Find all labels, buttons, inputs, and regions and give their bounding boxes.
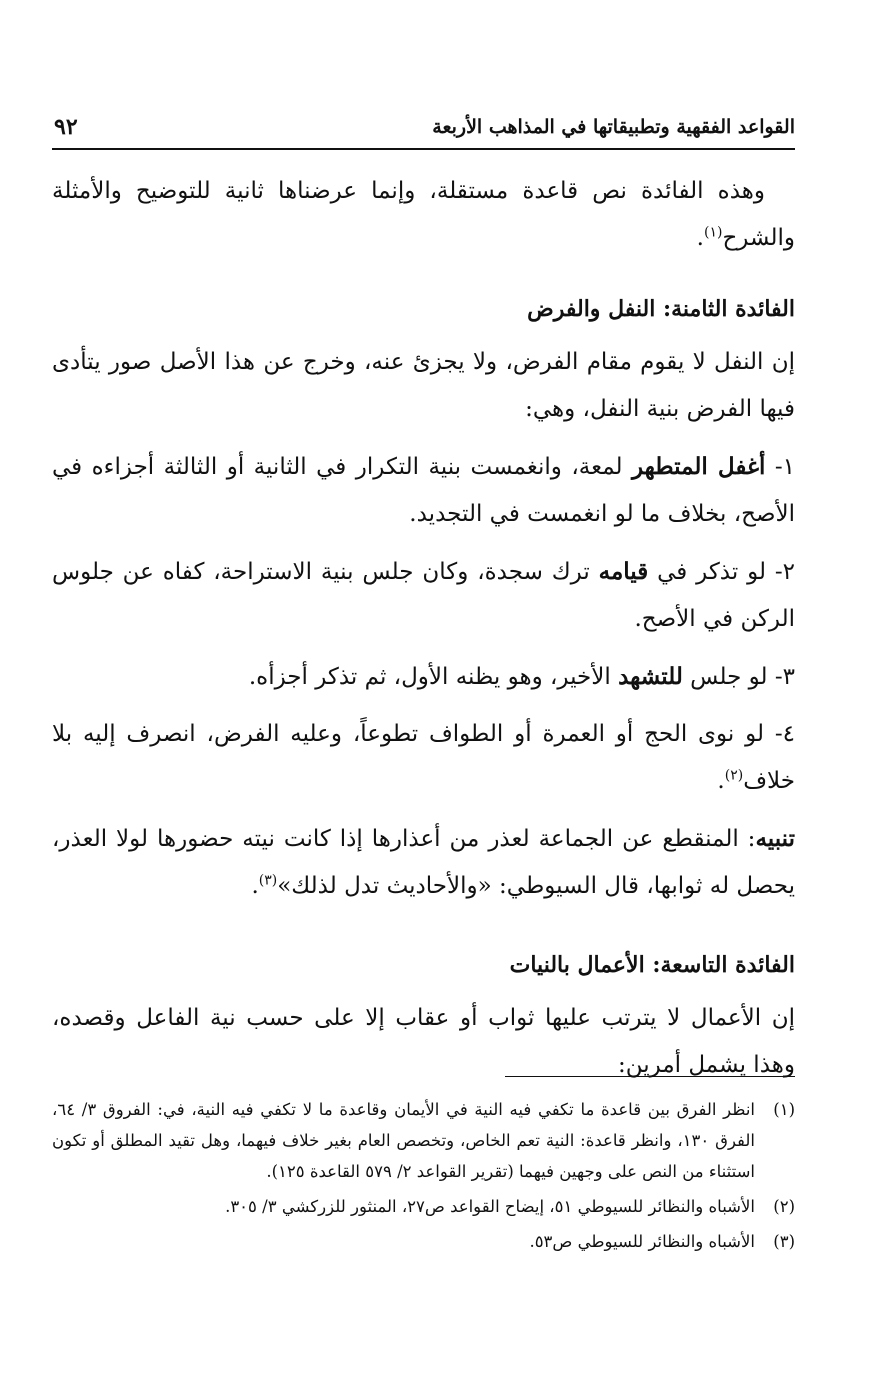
footnote-number: (٢) (773, 1197, 795, 1216)
section-heading-9: الفائدة التاسعة: الأعمال بالنيات (509, 952, 795, 978)
running-title: القواعد الفقهية وتطبيقاتها في المذاهب الأربعة (432, 116, 795, 138)
footnote-separator (505, 1076, 795, 1077)
intro-paragraph: وهذه الفائدة نص قاعدة مستقلة، وإنما عرضناها ثانية للتوضيح والأمثلة والشرح$^{(١)}$. (52, 178, 795, 251)
list-item-2: ٢- لو تذكر في قيامه ترك سجدة، وكان جلس بنية الاستراحة، كفاه عن جلوس الركن في الأصح. (52, 558, 795, 632)
list-item-4: ٤- لو نوى الحج أو العمرة أو الطواف تطوعاً، وعليه الفرض، انصرف إليه بلا خلاف$^{(٢)}$. (52, 721, 795, 794)
section-heading-8: الفائدة الثامنة: النفل والفرض (527, 296, 795, 322)
main-text (52, 168, 795, 1089)
footnotes (52, 1094, 795, 1261)
page-number: ٩٢ (54, 114, 78, 140)
section8-intro: إن النفل لا يقوم مقام الفرض، ولا يجزئ عنه، وخرج عن هذا الأصل صور يتأدى فيها الفرض بنية النفل، وهي: (52, 349, 795, 422)
footnote-number: (١) (773, 1100, 795, 1119)
note-paragraph: تنبيه: المنقطع عن الجماعة لعذر من أعذارها إذا كانت نيته حضورها لولا العذر، يحصل له ثوابها، قال السيوطي: «والأحاديث تدل لذلك»$^{(٣)}$. (52, 825, 795, 899)
footnote-ref-3[interactable]: (٣) (258, 872, 278, 889)
running-header (52, 114, 795, 150)
section9-intro: إن الأعمال لا يترتب عليها ثواب أو عقاب إلا على حسب نية الفاعل وقصده، وهذا يشمل أمرين: (52, 1005, 795, 1078)
note-label: تنبيه (755, 825, 795, 852)
footnote-1: (١) انظر الفرق بين قاعدة ما تكفي فيه النية في الأيمان وقاعدة ما لا تكفي فيه النية، في: الفروق ٣/ ٦٤، الفرق ١٣٠، وانظر قاعدة: النية تعم الخاص، وتخصص العام بغير خلاف فيهما، وهل تقيد المطلق أو تكون استثناء من النص على وجهين فيهما (تقرير القواعد ٢/ ٥٧٩ القاعدة ١٢٥). (52, 1094, 795, 1187)
footnote-ref-2[interactable]: (٢) (724, 767, 744, 784)
footnote-2: (٢) الأشباه والنظائر للسيوطي ٥١، إيضاح القواعد ص٢٧، المنثور للزركشي ٣/ ٣٠٥. (52, 1191, 795, 1222)
footnote-number: (٣) (773, 1232, 795, 1251)
book-page (52, 0, 795, 1384)
footnote-ref-1[interactable]: (١) (703, 224, 723, 241)
footnote-3: (٣) الأشباه والنظائر للسيوطي ص٥٣. (52, 1226, 795, 1257)
list-item-1: ١- أغفل المتطهر لمعة، وانغمست بنية التكرار في الثانية أو الثالثة أجزاءه في الأصح، بخلاف ما لو انغمست في التجديد. (52, 453, 795, 527)
list-item-3: ٣- لو جلس للتشهد الأخير، وهو يظنه الأول، ثم تذكر أجزأه. (248, 663, 795, 690)
